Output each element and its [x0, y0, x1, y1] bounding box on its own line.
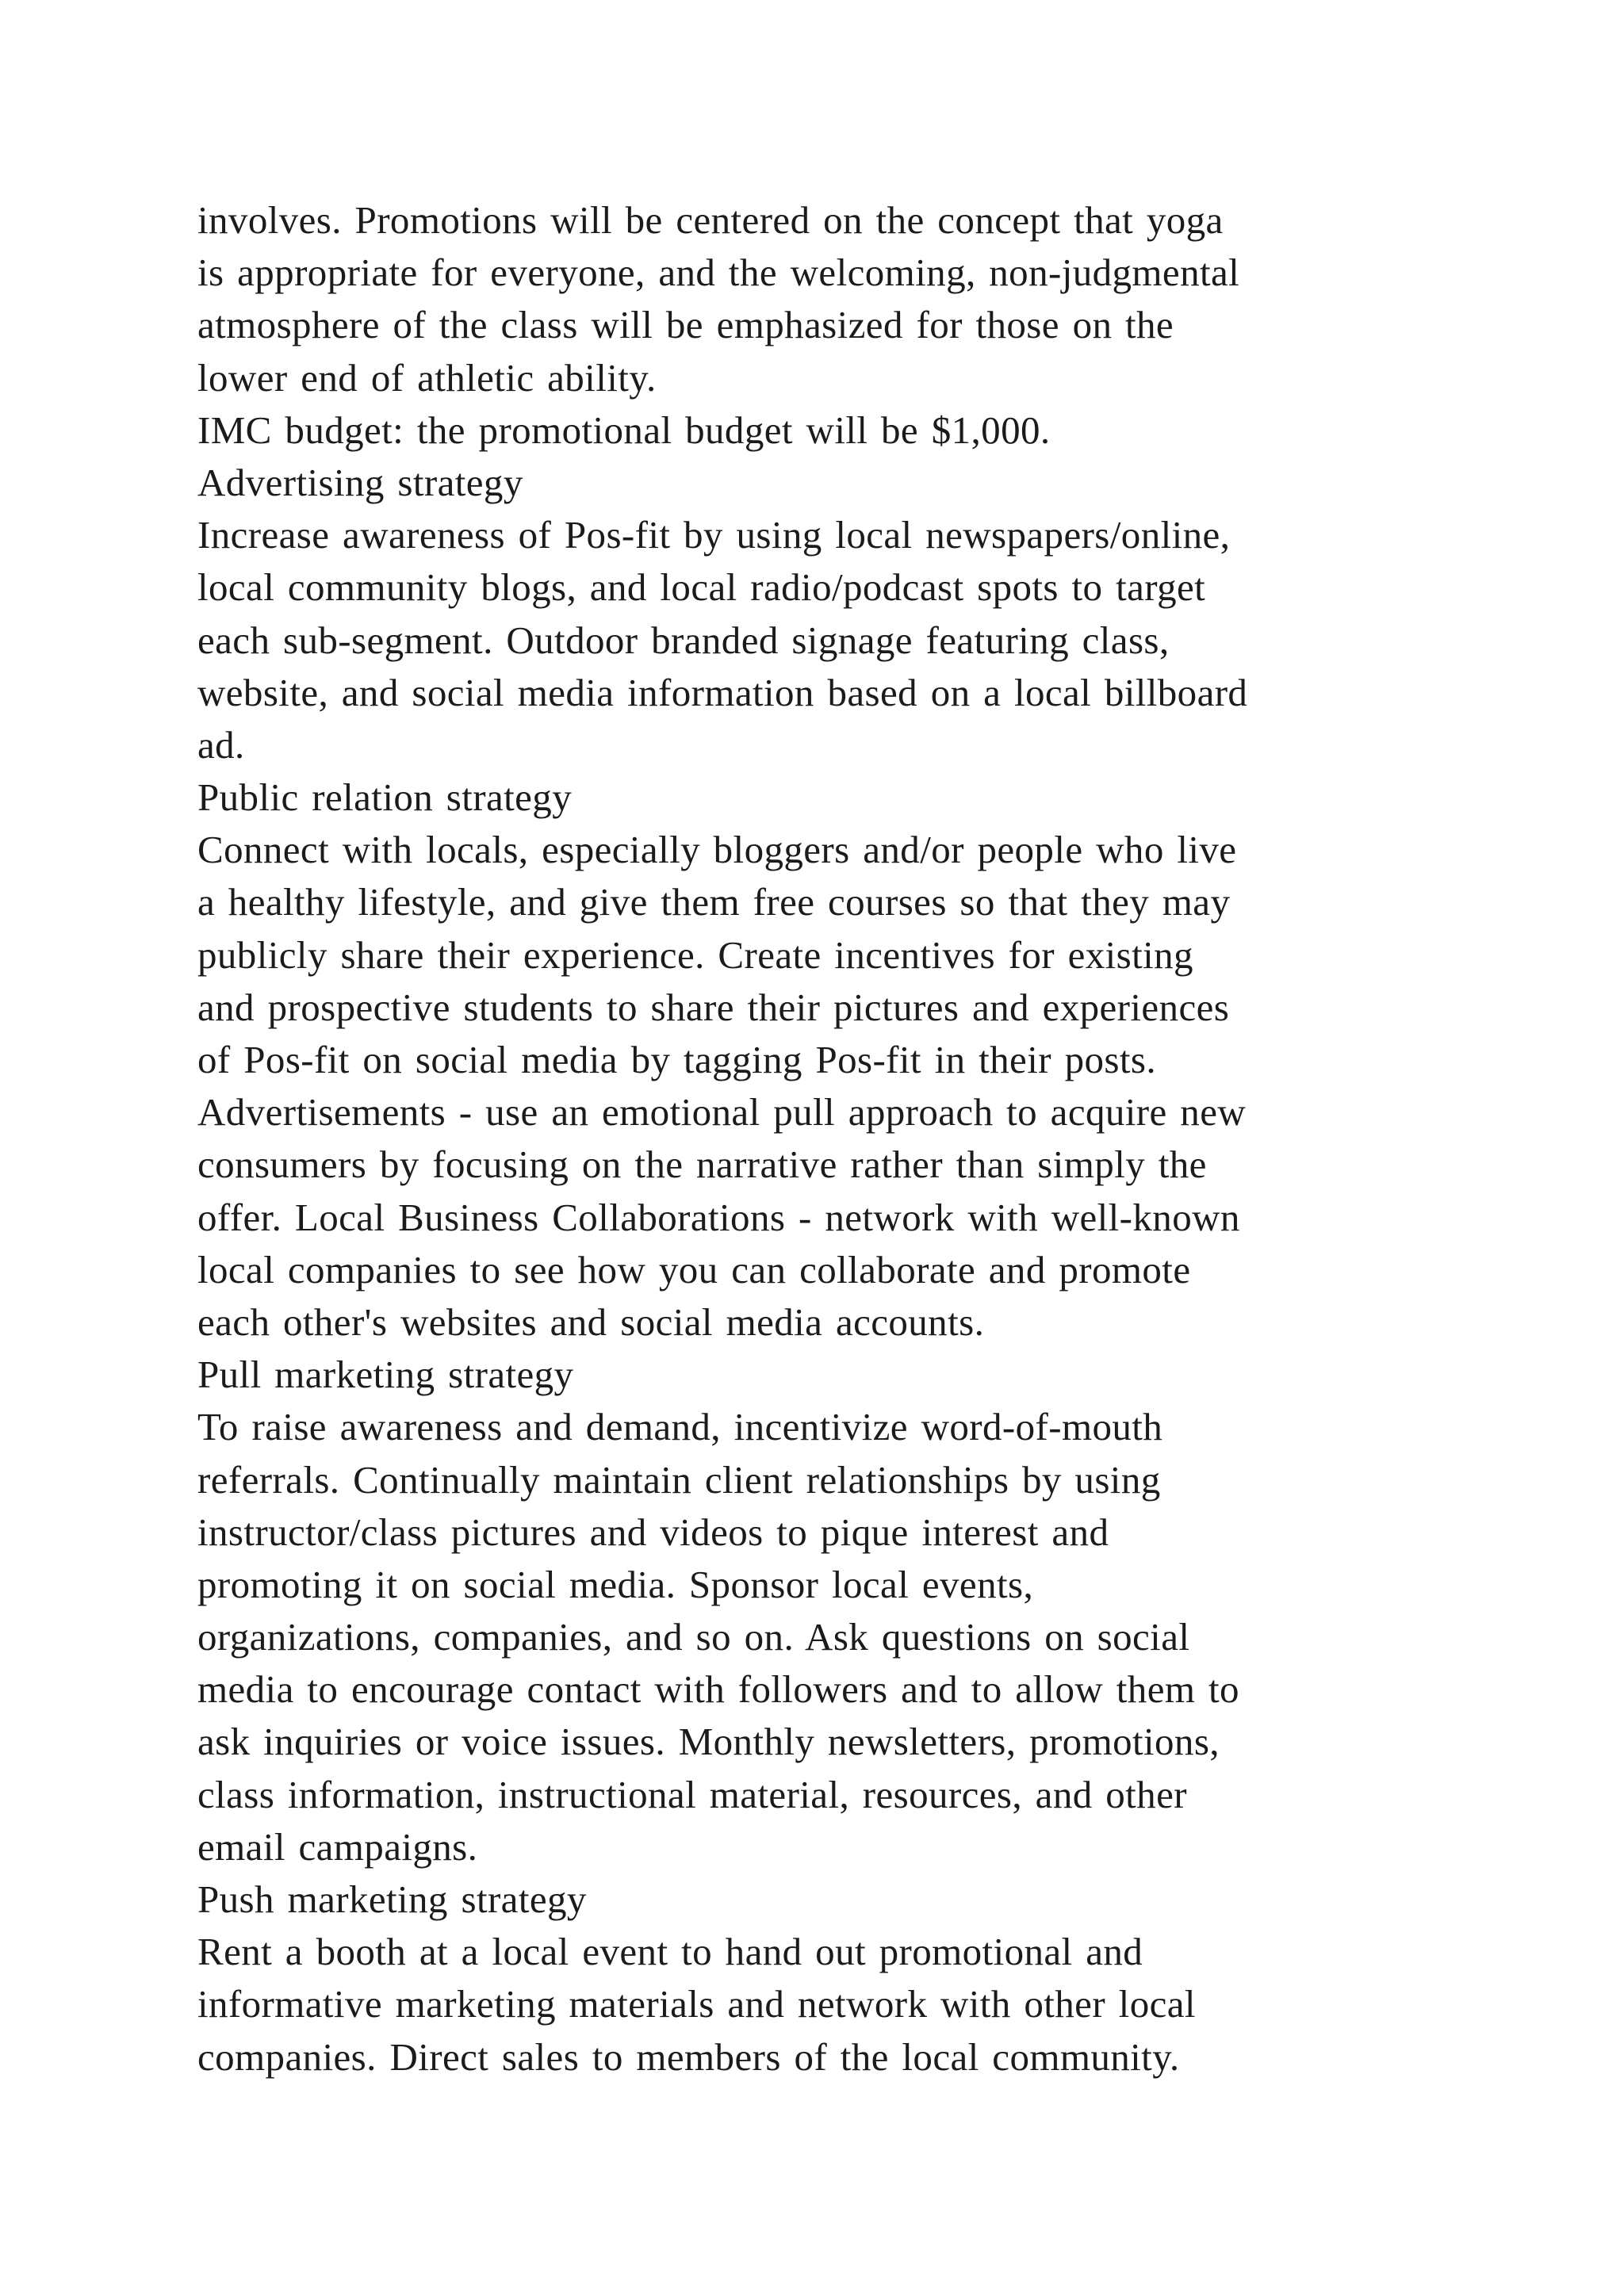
text-line: website, and social media information based on a local billboard — [197, 670, 1248, 714]
text-line: of Pos-fit on social media by tagging Pos-fit in their posts. — [197, 1038, 1156, 1081]
text-line: promoting it on social media. Sponsor local events, — [197, 1562, 1034, 1606]
text-line: email campaigns. — [197, 1824, 478, 1869]
text-line: a healthy lifestyle, and give them free courses so that they may — [197, 880, 1231, 924]
section-heading-pull-marketing: Pull marketing strategy — [197, 1353, 574, 1397]
text-line: class information, instructional material, resources, and other — [197, 1772, 1187, 1816]
text-line: local companies to see how you can collaborate and promote — [197, 1247, 1191, 1292]
text-line: referrals. Continually maintain client relationships by using — [197, 1457, 1161, 1502]
section-heading-advertising: Advertising strategy — [197, 460, 523, 504]
text-line: each sub-segment. Outdoor branded signage featuring class, — [197, 618, 1170, 662]
imc-budget-line: IMC budget: the promotional budget will be $1,000. — [197, 408, 1051, 452]
text-line: instructor/class pictures and videos to pique interest and — [197, 1510, 1109, 1554]
text-line: organizations, companies, and so on. Ask questions on social — [197, 1615, 1190, 1659]
section-heading-public-relation: Public relation strategy — [197, 775, 573, 820]
text-line: companies. Direct sales to members of the local community. — [197, 2034, 1180, 2079]
text-line: informative marketing materials and network with other local — [197, 1982, 1196, 2026]
text-line: Increase awareness of Pos-fit by using local newspapers/online, — [197, 513, 1231, 557]
text-line: publicly share their experience. Create incentives for existing — [197, 932, 1193, 977]
text-line: offer. Local Business Collaborations - network with well-known — [197, 1195, 1240, 1239]
text-line: consumers by focusing on the narrative rather than simply the — [197, 1142, 1207, 1187]
text-line: is appropriate for everyone, and the welcoming, non-judgmental — [197, 251, 1240, 295]
document-body — [197, 194, 1466, 2084]
text-line: ask inquiries or voice issues. Monthly newsletters, promotions, — [197, 1720, 1220, 1764]
text-line: atmosphere of the class will be emphasized for those on the — [197, 303, 1174, 347]
section-heading-push-marketing: Push marketing strategy — [197, 1877, 587, 1921]
text-line: and prospective students to share their pictures and experiences — [197, 985, 1230, 1029]
text-line: ad. — [197, 722, 245, 767]
text-line: involves. Promotions will be centered on the concept that yoga — [197, 198, 1224, 242]
text-line: Connect with locals, especially bloggers and/or people who live — [197, 828, 1237, 872]
text-line: local community blogs, and local radio/podcast spots to target — [197, 565, 1206, 610]
text-line: lower end of athletic ability. — [197, 355, 657, 400]
text-line: Rent a booth at a local event to hand out promotional and — [197, 1930, 1143, 1974]
text-line: To raise awareness and demand, incentivize word-of-mouth — [197, 1405, 1163, 1449]
text-line: media to encourage contact with followers and to allow them to — [197, 1667, 1239, 1712]
text-line: each other's websites and social media accounts. — [197, 1299, 985, 1344]
text-line: Advertisements - use an emotional pull approach to acquire new — [197, 1090, 1247, 1135]
